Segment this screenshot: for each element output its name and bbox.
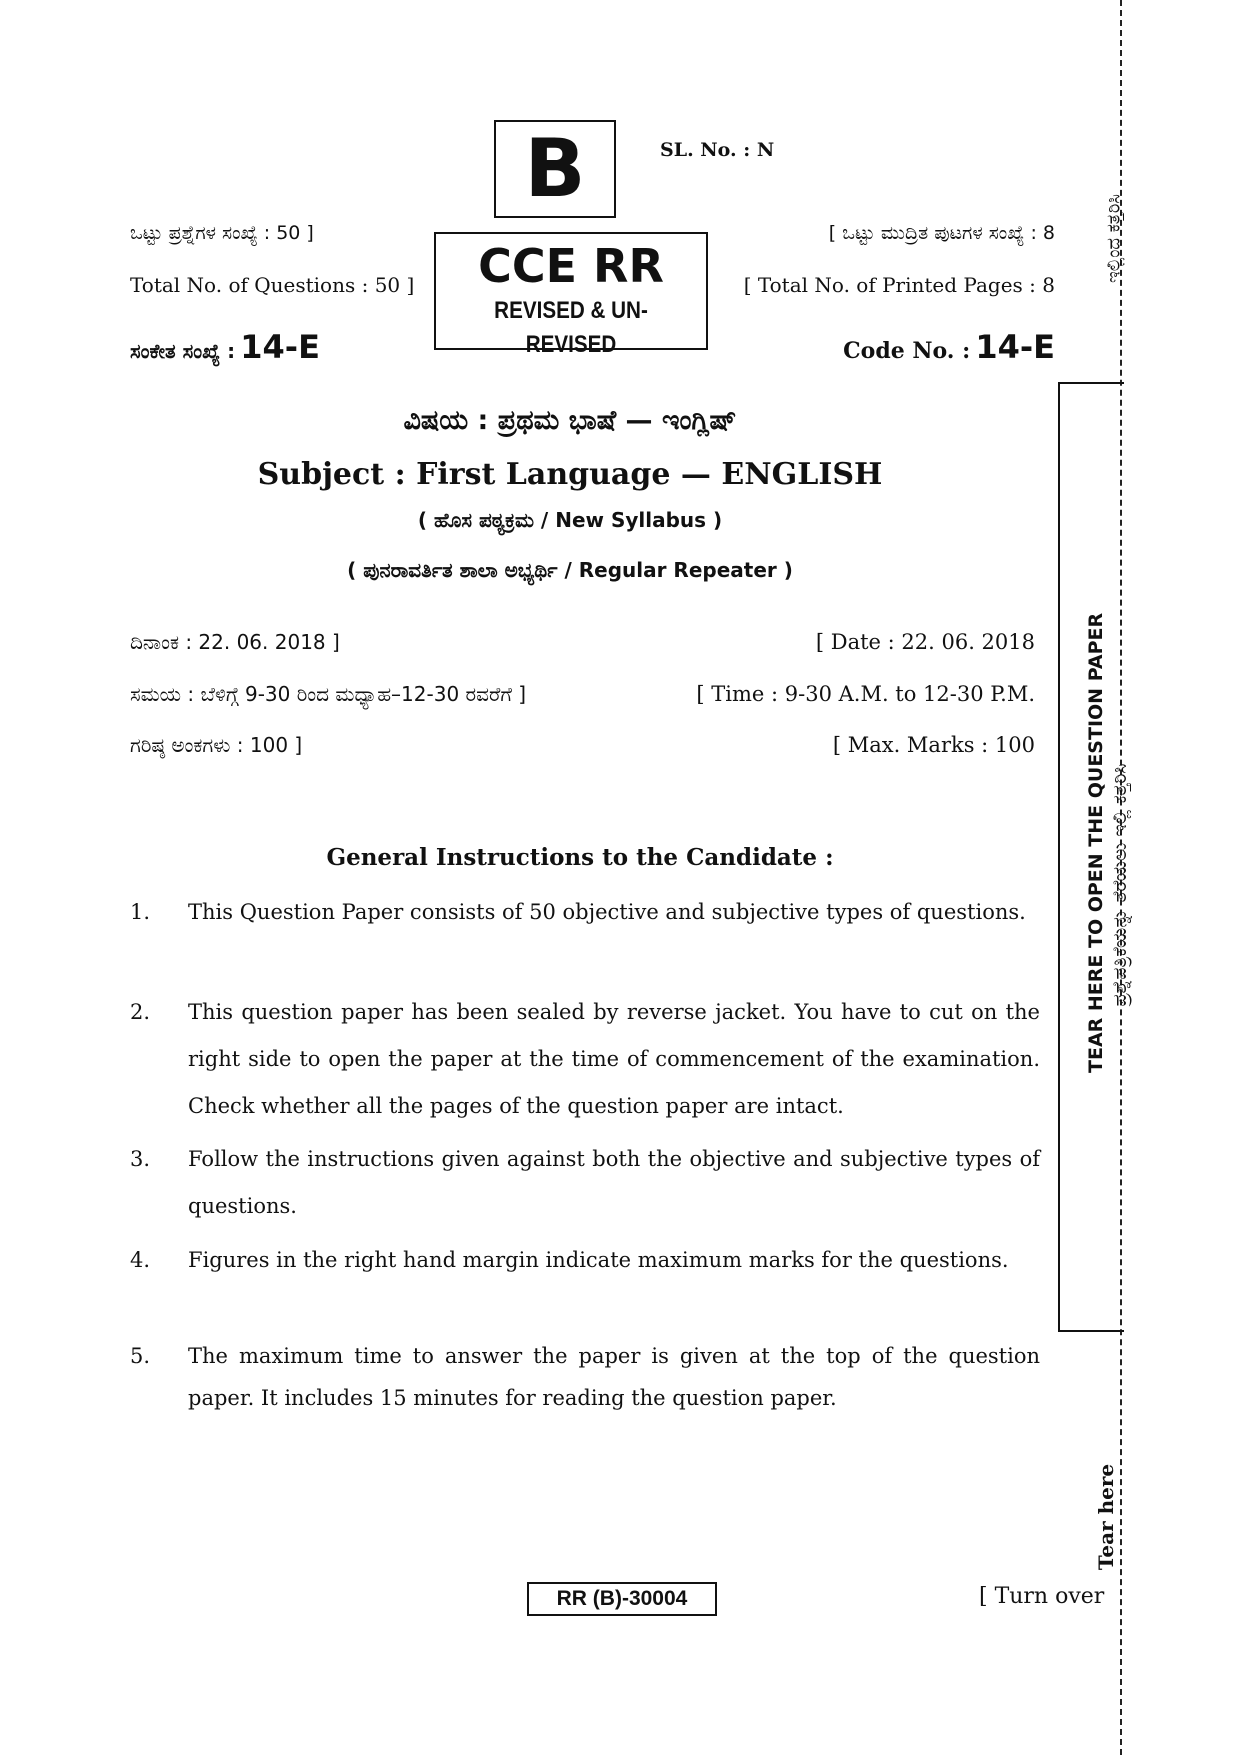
tear-instruction-kn: ಪ್ರಶ್ನೆಪತ್ರಿಕೆಯನ್ನು ತೆರೆಯಲು ಇಲ್ಲಿ ಕತ್ತರಿಸಿ: [1109, 763, 1131, 1007]
instruction-text: This Question Paper consists of 50 objective and subjective types of questions.: [188, 900, 1026, 924]
instructions-heading: General Instructions to the Candidate :: [326, 844, 834, 871]
code-value-kn: 14-E: [240, 328, 320, 366]
date-en: [ Date : 22. 06. 2018: [815, 630, 1035, 654]
instruction-text: Figures in the right hand margin indicate maximum marks for the questions.: [188, 1248, 1009, 1272]
instruction-item: [130, 1136, 1040, 1230]
instruction-number: 3.: [130, 1147, 151, 1171]
date-kn: ದಿನಾಂಕ : 22. 06. 2018 ]: [130, 630, 340, 654]
cce-title: CCE RR: [478, 239, 664, 293]
instruction-text: Follow the instructions given against both the objective and subjective types of questions.: [188, 1147, 1040, 1218]
code-label-en: Code No. :: [843, 338, 971, 364]
printed-pages-en: [ Total No. of Printed Pages : 8: [743, 273, 1055, 297]
instruction-number: 5.: [130, 1344, 151, 1368]
total-questions-en: Total No. of Questions : 50 ]: [130, 273, 415, 297]
max-marks-en: [ Max. Marks : 100: [832, 733, 1035, 757]
instruction-number: 4.: [130, 1248, 151, 1272]
code-label-kn: ಸಂಕೇತ ಸಂಖ್ಯೆ :: [130, 339, 236, 363]
total-questions-kn: ಒಟ್ಟು ಪ್ರಶ್ನೆಗಳ ಸಂಖ್ಯೆ : 50 ]: [130, 222, 314, 244]
instruction-item: [130, 1335, 1040, 1419]
turn-over-label: [ Turn over: [979, 1584, 1105, 1609]
cce-rr-box: [434, 232, 708, 358]
tear-instruction-en: TEAR HERE TO OPEN THE QUESTION PAPER: [1085, 612, 1107, 1073]
instruction-number: 1.: [130, 900, 151, 924]
tear-here-label: Tear here: [1094, 1463, 1118, 1571]
instruction-item: [130, 889, 1040, 936]
candidate-type-label: ( ಪುನರಾವರ್ತಿತ ಶಾಲಾ ಅಭ್ಯರ್ಥಿ / Regular Repeater ): [347, 558, 793, 582]
code-number-kn: [130, 328, 320, 366]
paper-code: RR (B)-30004: [527, 1582, 717, 1616]
cce-subtitle: REVISED & UN-REVISED: [494, 297, 648, 358]
subject-title-kn: ವಿಷಯ : ಪ್ರಥಮ ಭಾಷೆ — ಇಂಗ್ಲಿಷ್: [403, 405, 737, 436]
serial-number: SL. No. : N: [660, 139, 775, 161]
subject-title-en: Subject : First Language — ENGLISH: [257, 457, 883, 492]
version-letter-box: B: [494, 120, 616, 218]
max-marks-kn: ಗರಿಷ್ಠ ಅಂಕಗಳು : 100 ]: [130, 733, 303, 757]
instruction-item: [130, 1237, 1040, 1284]
time-kn: ಸಮಯ : ಬೆಳಿಗ್ಗೆ 9-30 ರಿಂದ ಮಧ್ಯಾಹ–12-30 ರವರೆಗೆ ]: [130, 682, 527, 706]
syllabus-label: ( ಹೊಸ ಪಠ್ಯಕ್ರಮ / New Syllabus ): [417, 508, 723, 532]
code-number-en: [843, 328, 1055, 366]
instruction-text: This question paper has been sealed by reverse jacket. You have to cut on the right side to open the paper at the time of commencement of the examination. Check whether all the pages of the question paper are intact.: [188, 1000, 1040, 1118]
cut-here-kn: ಇಲ್ಲಿಂದ ಕತ್ತರಿಸಿ: [1103, 194, 1125, 283]
time-en: [ Time : 9-30 A.M. to 12-30 P.M.: [696, 682, 1035, 706]
printed-pages-kn: [ ಒಟ್ಟು ಮುದ್ರಿತ ಪುಟಗಳ ಸಂಖ್ಯೆ : 8: [828, 222, 1055, 244]
instruction-text: The maximum time to answer the paper is given at the top of the question paper. It includes 15 minutes for reading the question paper.: [188, 1344, 1040, 1410]
instruction-item: [130, 989, 1040, 1130]
code-value-en: 14-E: [975, 328, 1055, 366]
instruction-number: 2.: [130, 1000, 151, 1024]
